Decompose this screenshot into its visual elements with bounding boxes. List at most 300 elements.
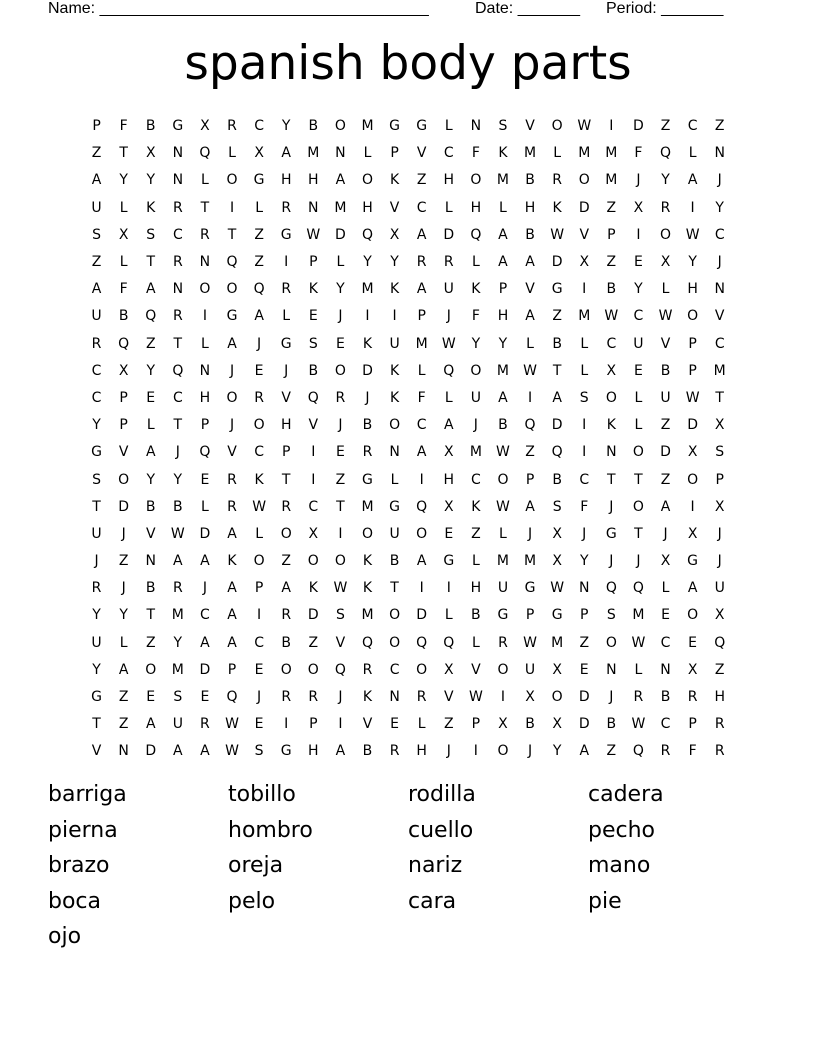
grid-letter[interactable]: W: [225, 716, 239, 733]
grid-letter[interactable]: W: [550, 580, 565, 597]
grid-letter[interactable]: N: [308, 199, 319, 216]
grid-letter[interactable]: Z: [579, 634, 590, 651]
grid-letter[interactable]: R: [281, 607, 292, 624]
grid-letter[interactable]: S: [92, 471, 101, 488]
grid-letter[interactable]: D: [551, 417, 563, 434]
grid-letter[interactable]: I: [419, 580, 424, 597]
grid-letter[interactable]: H: [470, 580, 482, 597]
grid-letter[interactable]: C: [443, 145, 454, 162]
grid-letter[interactable]: O: [605, 389, 617, 406]
grid-letter[interactable]: K: [227, 553, 237, 570]
grid-letter[interactable]: U: [91, 634, 102, 651]
grid-letter[interactable]: O: [307, 661, 319, 678]
grid-letter[interactable]: B: [145, 498, 156, 515]
grid-letter[interactable]: G: [605, 525, 617, 542]
grid-letter[interactable]: D: [660, 444, 671, 461]
grid-letter[interactable]: T: [607, 471, 616, 488]
grid-letter[interactable]: L: [390, 471, 399, 488]
grid-letter[interactable]: A: [525, 308, 535, 325]
grid-letter[interactable]: E: [254, 661, 264, 678]
grid-letter[interactable]: C: [254, 634, 264, 651]
grid-letter[interactable]: M: [469, 444, 482, 461]
grid-letter[interactable]: V: [308, 417, 319, 434]
grid-letter[interactable]: R: [281, 199, 292, 216]
grid-letter[interactable]: R: [335, 389, 346, 406]
grid-letter[interactable]: Q: [551, 444, 563, 461]
grid-letter[interactable]: O: [361, 525, 373, 542]
grid-letter[interactable]: S: [335, 607, 345, 624]
grid-letter[interactable]: W: [496, 498, 510, 515]
grid-letter[interactable]: M: [361, 281, 374, 298]
grid-letter[interactable]: H: [280, 172, 292, 189]
grid-letter[interactable]: L: [363, 145, 372, 162]
grid-letter[interactable]: X: [660, 254, 671, 271]
grid-letter[interactable]: I: [690, 498, 695, 515]
grid-letter[interactable]: W: [306, 226, 321, 243]
grid-letter[interactable]: Z: [335, 471, 346, 488]
grid-letter[interactable]: C: [254, 444, 264, 461]
grid-letter[interactable]: S: [146, 226, 156, 243]
grid-letter[interactable]: W: [604, 308, 619, 325]
grid-letter[interactable]: O: [687, 471, 699, 488]
grid-letter[interactable]: U: [714, 580, 725, 597]
grid-letter[interactable]: J: [257, 689, 262, 706]
grid-letter[interactable]: V: [145, 525, 156, 542]
grid-letter[interactable]: Y: [498, 335, 508, 352]
grid-letter[interactable]: Q: [226, 254, 238, 271]
grid-letter[interactable]: H: [280, 417, 292, 434]
grid-letter[interactable]: M: [361, 607, 374, 624]
grid-letter[interactable]: R: [172, 308, 183, 325]
grid-letter[interactable]: L: [444, 199, 453, 216]
grid-letter[interactable]: Q: [334, 661, 346, 678]
grid-letter[interactable]: B: [145, 118, 156, 135]
grid-letter[interactable]: A: [416, 553, 427, 570]
grid-letter[interactable]: L: [553, 145, 562, 162]
grid-letter[interactable]: D: [633, 118, 644, 135]
grid-letter[interactable]: E: [444, 525, 454, 542]
grid-letter[interactable]: Z: [443, 716, 454, 733]
grid-letter[interactable]: X: [443, 661, 454, 678]
grid-letter[interactable]: O: [226, 172, 238, 189]
grid-letter[interactable]: N: [199, 254, 211, 271]
grid-letter[interactable]: A: [498, 254, 508, 271]
grid-letter[interactable]: D: [578, 199, 590, 216]
grid-letter[interactable]: H: [524, 199, 536, 216]
grid-letter[interactable]: B: [145, 580, 156, 597]
grid-letter[interactable]: Q: [470, 226, 482, 243]
grid-letter[interactable]: R: [281, 498, 292, 515]
grid-letter[interactable]: O: [118, 471, 130, 488]
grid-letter[interactable]: G: [280, 226, 292, 243]
grid-letter[interactable]: R: [389, 743, 400, 760]
grid-letter[interactable]: L: [471, 553, 480, 570]
grid-letter[interactable]: Z: [91, 145, 102, 162]
grid-letter[interactable]: V: [579, 226, 590, 243]
grid-letter[interactable]: B: [173, 498, 183, 515]
grid-letter[interactable]: W: [577, 118, 592, 135]
grid-letter[interactable]: E: [308, 308, 318, 325]
grid-letter[interactable]: X: [118, 362, 129, 379]
grid-letter[interactable]: Z: [254, 254, 264, 271]
grid-letter[interactable]: G: [280, 335, 292, 352]
grid-letter[interactable]: P: [498, 281, 508, 298]
grid-letter[interactable]: T: [200, 199, 210, 216]
grid-letter[interactable]: L: [634, 661, 643, 678]
grid-letter[interactable]: Y: [471, 335, 481, 352]
grid-letter[interactable]: T: [281, 471, 291, 488]
grid-letter[interactable]: M: [496, 172, 509, 189]
grid-letter[interactable]: R: [281, 689, 292, 706]
grid-letter[interactable]: G: [497, 607, 509, 624]
grid-letter[interactable]: B: [606, 281, 617, 298]
grid-letter[interactable]: P: [688, 335, 697, 352]
grid-letter[interactable]: L: [661, 281, 670, 298]
grid-letter[interactable]: C: [687, 118, 698, 135]
grid-letter[interactable]: E: [579, 661, 589, 678]
grid-letter[interactable]: V: [227, 444, 237, 461]
grid-letter[interactable]: W: [685, 226, 700, 243]
grid-letter[interactable]: J: [609, 553, 614, 570]
grid-letter[interactable]: H: [308, 172, 319, 189]
grid-letter[interactable]: M: [361, 498, 374, 515]
grid-letter[interactable]: Y: [688, 254, 697, 271]
grid-letter[interactable]: Q: [660, 145, 672, 162]
grid-letter[interactable]: G: [687, 553, 699, 570]
grid-letter[interactable]: N: [172, 145, 184, 162]
grid-letter[interactable]: N: [389, 689, 400, 706]
grid-letter[interactable]: Z: [91, 254, 102, 271]
grid-letter[interactable]: L: [201, 335, 209, 352]
grid-letter[interactable]: J: [717, 172, 722, 189]
grid-letter[interactable]: X: [389, 226, 400, 243]
grid-letter[interactable]: R: [172, 580, 183, 597]
grid-letter[interactable]: K: [389, 172, 400, 189]
grid-letter[interactable]: P: [607, 226, 616, 243]
grid-letter[interactable]: S: [92, 226, 101, 243]
grid-letter[interactable]: Y: [552, 743, 562, 760]
grid-letter[interactable]: C: [714, 335, 725, 352]
grid-letter[interactable]: X: [443, 498, 454, 515]
grid-letter[interactable]: N: [389, 444, 400, 461]
grid-letter[interactable]: R: [498, 634, 508, 651]
grid-letter[interactable]: G: [226, 308, 238, 325]
grid-letter[interactable]: I: [311, 444, 316, 461]
grid-letter[interactable]: X: [714, 498, 725, 515]
grid-letter[interactable]: T: [92, 498, 101, 515]
grid-letter[interactable]: C: [91, 389, 102, 406]
grid-letter[interactable]: J: [717, 553, 722, 570]
grid-letter[interactable]: I: [229, 199, 235, 216]
grid-letter[interactable]: Q: [199, 145, 211, 162]
grid-letter[interactable]: Z: [145, 335, 156, 352]
grid-letter[interactable]: Z: [552, 308, 562, 325]
grid-letter[interactable]: P: [119, 389, 128, 406]
grid-letter[interactable]: R: [633, 689, 644, 706]
grid-letter[interactable]: J: [717, 254, 722, 271]
grid-letter[interactable]: K: [308, 580, 318, 597]
grid-letter[interactable]: P: [525, 471, 535, 488]
grid-letter[interactable]: X: [687, 525, 698, 542]
grid-letter[interactable]: I: [284, 716, 289, 733]
grid-letter[interactable]: I: [338, 525, 343, 542]
grid-letter[interactable]: P: [254, 580, 264, 597]
grid-letter[interactable]: Z: [416, 172, 427, 189]
grid-letter[interactable]: Q: [361, 634, 373, 651]
grid-letter[interactable]: Y: [92, 607, 101, 624]
grid-letter[interactable]: X: [525, 689, 535, 706]
grid-letter[interactable]: B: [552, 335, 562, 352]
grid-letter[interactable]: M: [307, 145, 320, 162]
grid-letter[interactable]: Z: [281, 553, 291, 570]
grid-letter[interactable]: R: [227, 471, 237, 488]
grid-letter[interactable]: I: [419, 471, 424, 488]
grid-letter[interactable]: J: [94, 553, 99, 570]
grid-letter[interactable]: Y: [146, 362, 156, 379]
grid-letter[interactable]: X: [443, 444, 454, 461]
grid-letter[interactable]: Z: [254, 226, 264, 243]
grid-letter[interactable]: C: [633, 308, 644, 325]
grid-letter[interactable]: I: [582, 281, 587, 298]
grid-letter[interactable]: Q: [226, 689, 238, 706]
grid-letter[interactable]: W: [333, 580, 348, 597]
grid-letter[interactable]: B: [660, 362, 671, 379]
grid-letter[interactable]: O: [551, 118, 563, 135]
grid-letter[interactable]: V: [525, 118, 535, 135]
grid-letter[interactable]: B: [118, 308, 129, 325]
grid-letter[interactable]: L: [634, 417, 643, 434]
grid-letter[interactable]: O: [470, 172, 482, 189]
grid-letter[interactable]: J: [636, 553, 641, 570]
grid-letter[interactable]: V: [362, 716, 373, 733]
grid-letter[interactable]: P: [119, 417, 128, 434]
grid-letter[interactable]: Q: [605, 580, 617, 597]
grid-letter[interactable]: U: [91, 525, 102, 542]
grid-letter[interactable]: H: [687, 281, 698, 298]
grid-letter[interactable]: D: [307, 607, 319, 624]
grid-letter[interactable]: D: [335, 226, 346, 243]
grid-letter[interactable]: M: [578, 308, 591, 325]
grid-letter[interactable]: K: [471, 281, 481, 298]
grid-letter[interactable]: L: [201, 172, 209, 189]
grid-letter[interactable]: A: [660, 498, 671, 515]
grid-letter[interactable]: I: [284, 254, 289, 271]
grid-letter[interactable]: D: [145, 743, 157, 760]
grid-letter[interactable]: I: [582, 417, 587, 434]
grid-letter[interactable]: R: [200, 226, 210, 243]
grid-letter[interactable]: M: [524, 553, 537, 570]
grid-letter[interactable]: J: [527, 743, 533, 760]
grid-letter[interactable]: V: [525, 281, 535, 298]
grid-letter[interactable]: S: [173, 689, 183, 706]
grid-letter[interactable]: U: [497, 580, 509, 597]
grid-letter[interactable]: Z: [145, 634, 156, 651]
grid-letter[interactable]: W: [631, 634, 646, 651]
grid-letter[interactable]: A: [173, 553, 183, 570]
grid-letter[interactable]: E: [146, 389, 156, 406]
grid-letter[interactable]: X: [687, 444, 698, 461]
grid-letter[interactable]: V: [91, 743, 102, 760]
grid-letter[interactable]: O: [226, 281, 238, 298]
grid-letter[interactable]: G: [253, 172, 265, 189]
grid-letter[interactable]: P: [390, 145, 399, 162]
grid-letter[interactable]: O: [470, 362, 482, 379]
grid-letter[interactable]: K: [389, 281, 400, 298]
grid-letter[interactable]: I: [636, 226, 641, 243]
grid-letter[interactable]: E: [335, 444, 345, 461]
grid-letter[interactable]: L: [580, 362, 589, 379]
grid-letter[interactable]: D: [362, 362, 373, 379]
grid-letter[interactable]: Z: [606, 743, 617, 760]
grid-letter[interactable]: E: [200, 471, 210, 488]
grid-letter[interactable]: A: [173, 743, 183, 760]
grid-letter[interactable]: A: [281, 580, 291, 597]
grid-letter[interactable]: A: [200, 743, 210, 760]
grid-letter[interactable]: R: [254, 389, 264, 406]
grid-letter[interactable]: R: [362, 661, 373, 678]
grid-letter[interactable]: K: [362, 689, 373, 706]
grid-letter[interactable]: A: [200, 634, 210, 651]
grid-letter[interactable]: P: [715, 471, 724, 488]
grid-letter[interactable]: F: [580, 498, 589, 515]
grid-letter[interactable]: N: [145, 553, 156, 570]
grid-letter[interactable]: Q: [524, 417, 536, 434]
grid-letter[interactable]: W: [523, 634, 537, 651]
grid-letter[interactable]: Y: [119, 607, 128, 624]
grid-letter[interactable]: N: [172, 172, 184, 189]
grid-letter[interactable]: K: [498, 145, 508, 162]
grid-letter[interactable]: J: [338, 689, 343, 706]
grid-letter[interactable]: W: [685, 389, 700, 406]
grid-letter[interactable]: F: [471, 308, 480, 325]
grid-letter[interactable]: A: [687, 580, 698, 597]
grid-letter[interactable]: X: [714, 607, 725, 624]
grid-letter[interactable]: T: [336, 498, 345, 515]
grid-letter[interactable]: J: [473, 417, 478, 434]
grid-letter[interactable]: D: [687, 417, 698, 434]
grid-letter[interactable]: J: [202, 580, 207, 597]
grid-letter[interactable]: L: [444, 389, 453, 406]
grid-letter[interactable]: S: [498, 118, 508, 135]
grid-letter[interactable]: G: [524, 580, 536, 597]
grid-letter[interactable]: Y: [336, 281, 345, 298]
date-field[interactable]: Date: _______: [475, 0, 580, 17]
grid-letter[interactable]: O: [145, 661, 157, 678]
grid-letter[interactable]: Z: [660, 417, 671, 434]
grid-letter[interactable]: I: [202, 308, 207, 325]
grid-letter[interactable]: O: [334, 362, 346, 379]
grid-letter[interactable]: F: [119, 118, 128, 135]
grid-letter[interactable]: K: [362, 580, 373, 597]
grid-letter[interactable]: E: [633, 362, 643, 379]
grid-letter[interactable]: C: [308, 498, 319, 515]
grid-letter[interactable]: T: [146, 254, 156, 271]
grid-letter[interactable]: G: [172, 118, 184, 135]
grid-letter[interactable]: M: [415, 335, 428, 352]
grid-letter[interactable]: O: [307, 553, 319, 570]
grid-letter[interactable]: X: [552, 553, 562, 570]
grid-letter[interactable]: O: [497, 743, 509, 760]
grid-letter[interactable]: B: [498, 417, 508, 434]
grid-letter[interactable]: Y: [390, 254, 399, 271]
grid-letter[interactable]: T: [634, 471, 643, 488]
grid-letter[interactable]: J: [446, 743, 451, 760]
grid-letter[interactable]: F: [119, 281, 128, 298]
grid-letter[interactable]: Z: [714, 661, 725, 678]
grid-letter[interactable]: S: [254, 743, 264, 760]
grid-letter[interactable]: R: [660, 199, 671, 216]
grid-letter[interactable]: U: [443, 281, 454, 298]
grid-letter[interactable]: R: [552, 172, 562, 189]
grid-letter[interactable]: N: [578, 580, 590, 597]
grid-letter[interactable]: I: [527, 389, 533, 406]
grid-letter[interactable]: S: [606, 607, 616, 624]
grid-letter[interactable]: M: [551, 634, 564, 651]
grid-letter[interactable]: E: [390, 716, 399, 733]
grid-letter[interactable]: M: [632, 607, 645, 624]
grid-letter[interactable]: G: [91, 689, 102, 706]
grid-letter[interactable]: M: [524, 145, 537, 162]
grid-letter[interactable]: T: [390, 580, 399, 597]
grid-letter[interactable]: C: [91, 362, 102, 379]
grid-letter[interactable]: A: [200, 553, 210, 570]
grid-letter[interactable]: P: [227, 661, 237, 678]
grid-letter[interactable]: J: [609, 689, 614, 706]
grid-letter[interactable]: L: [119, 254, 128, 271]
grid-letter[interactable]: R: [714, 716, 725, 733]
grid-letter[interactable]: X: [552, 661, 562, 678]
grid-letter[interactable]: X: [552, 716, 562, 733]
grid-letter[interactable]: Q: [361, 226, 373, 243]
grid-letter[interactable]: I: [473, 743, 478, 760]
grid-letter[interactable]: O: [253, 417, 265, 434]
grid-letter[interactable]: L: [526, 335, 534, 352]
grid-letter[interactable]: B: [552, 471, 562, 488]
grid-letter[interactable]: R: [416, 254, 427, 271]
grid-letter[interactable]: E: [688, 634, 698, 651]
grid-letter[interactable]: E: [146, 689, 156, 706]
grid-letter[interactable]: P: [309, 254, 318, 271]
grid-letter[interactable]: X: [200, 118, 210, 135]
grid-letter[interactable]: Y: [173, 471, 183, 488]
grid-letter[interactable]: A: [335, 172, 346, 189]
grid-letter[interactable]: X: [687, 661, 698, 678]
grid-letter[interactable]: Z: [606, 199, 617, 216]
grid-letter[interactable]: K: [146, 199, 156, 216]
grid-letter[interactable]: T: [92, 716, 101, 733]
grid-letter[interactable]: R: [172, 254, 183, 271]
grid-letter[interactable]: L: [499, 199, 507, 216]
grid-letter[interactable]: X: [552, 525, 562, 542]
grid-letter[interactable]: Y: [363, 254, 372, 271]
grid-letter[interactable]: J: [229, 362, 235, 379]
grid-letter[interactable]: Z: [471, 525, 481, 542]
grid-letter[interactable]: K: [552, 199, 562, 216]
grid-letter[interactable]: P: [688, 362, 697, 379]
grid-letter[interactable]: G: [362, 471, 373, 488]
grid-letter[interactable]: O: [334, 118, 346, 135]
grid-letter[interactable]: K: [362, 553, 373, 570]
grid-letter[interactable]: C: [660, 716, 671, 733]
grid-letter[interactable]: A: [227, 335, 237, 352]
grid-letter[interactable]: B: [281, 634, 291, 651]
grid-letter[interactable]: O: [389, 607, 401, 624]
grid-letter[interactable]: X: [579, 254, 590, 271]
grid-letter[interactable]: E: [254, 362, 264, 379]
grid-letter[interactable]: A: [227, 607, 237, 624]
grid-letter[interactable]: Y: [281, 118, 291, 135]
grid-letter[interactable]: S: [308, 335, 318, 352]
